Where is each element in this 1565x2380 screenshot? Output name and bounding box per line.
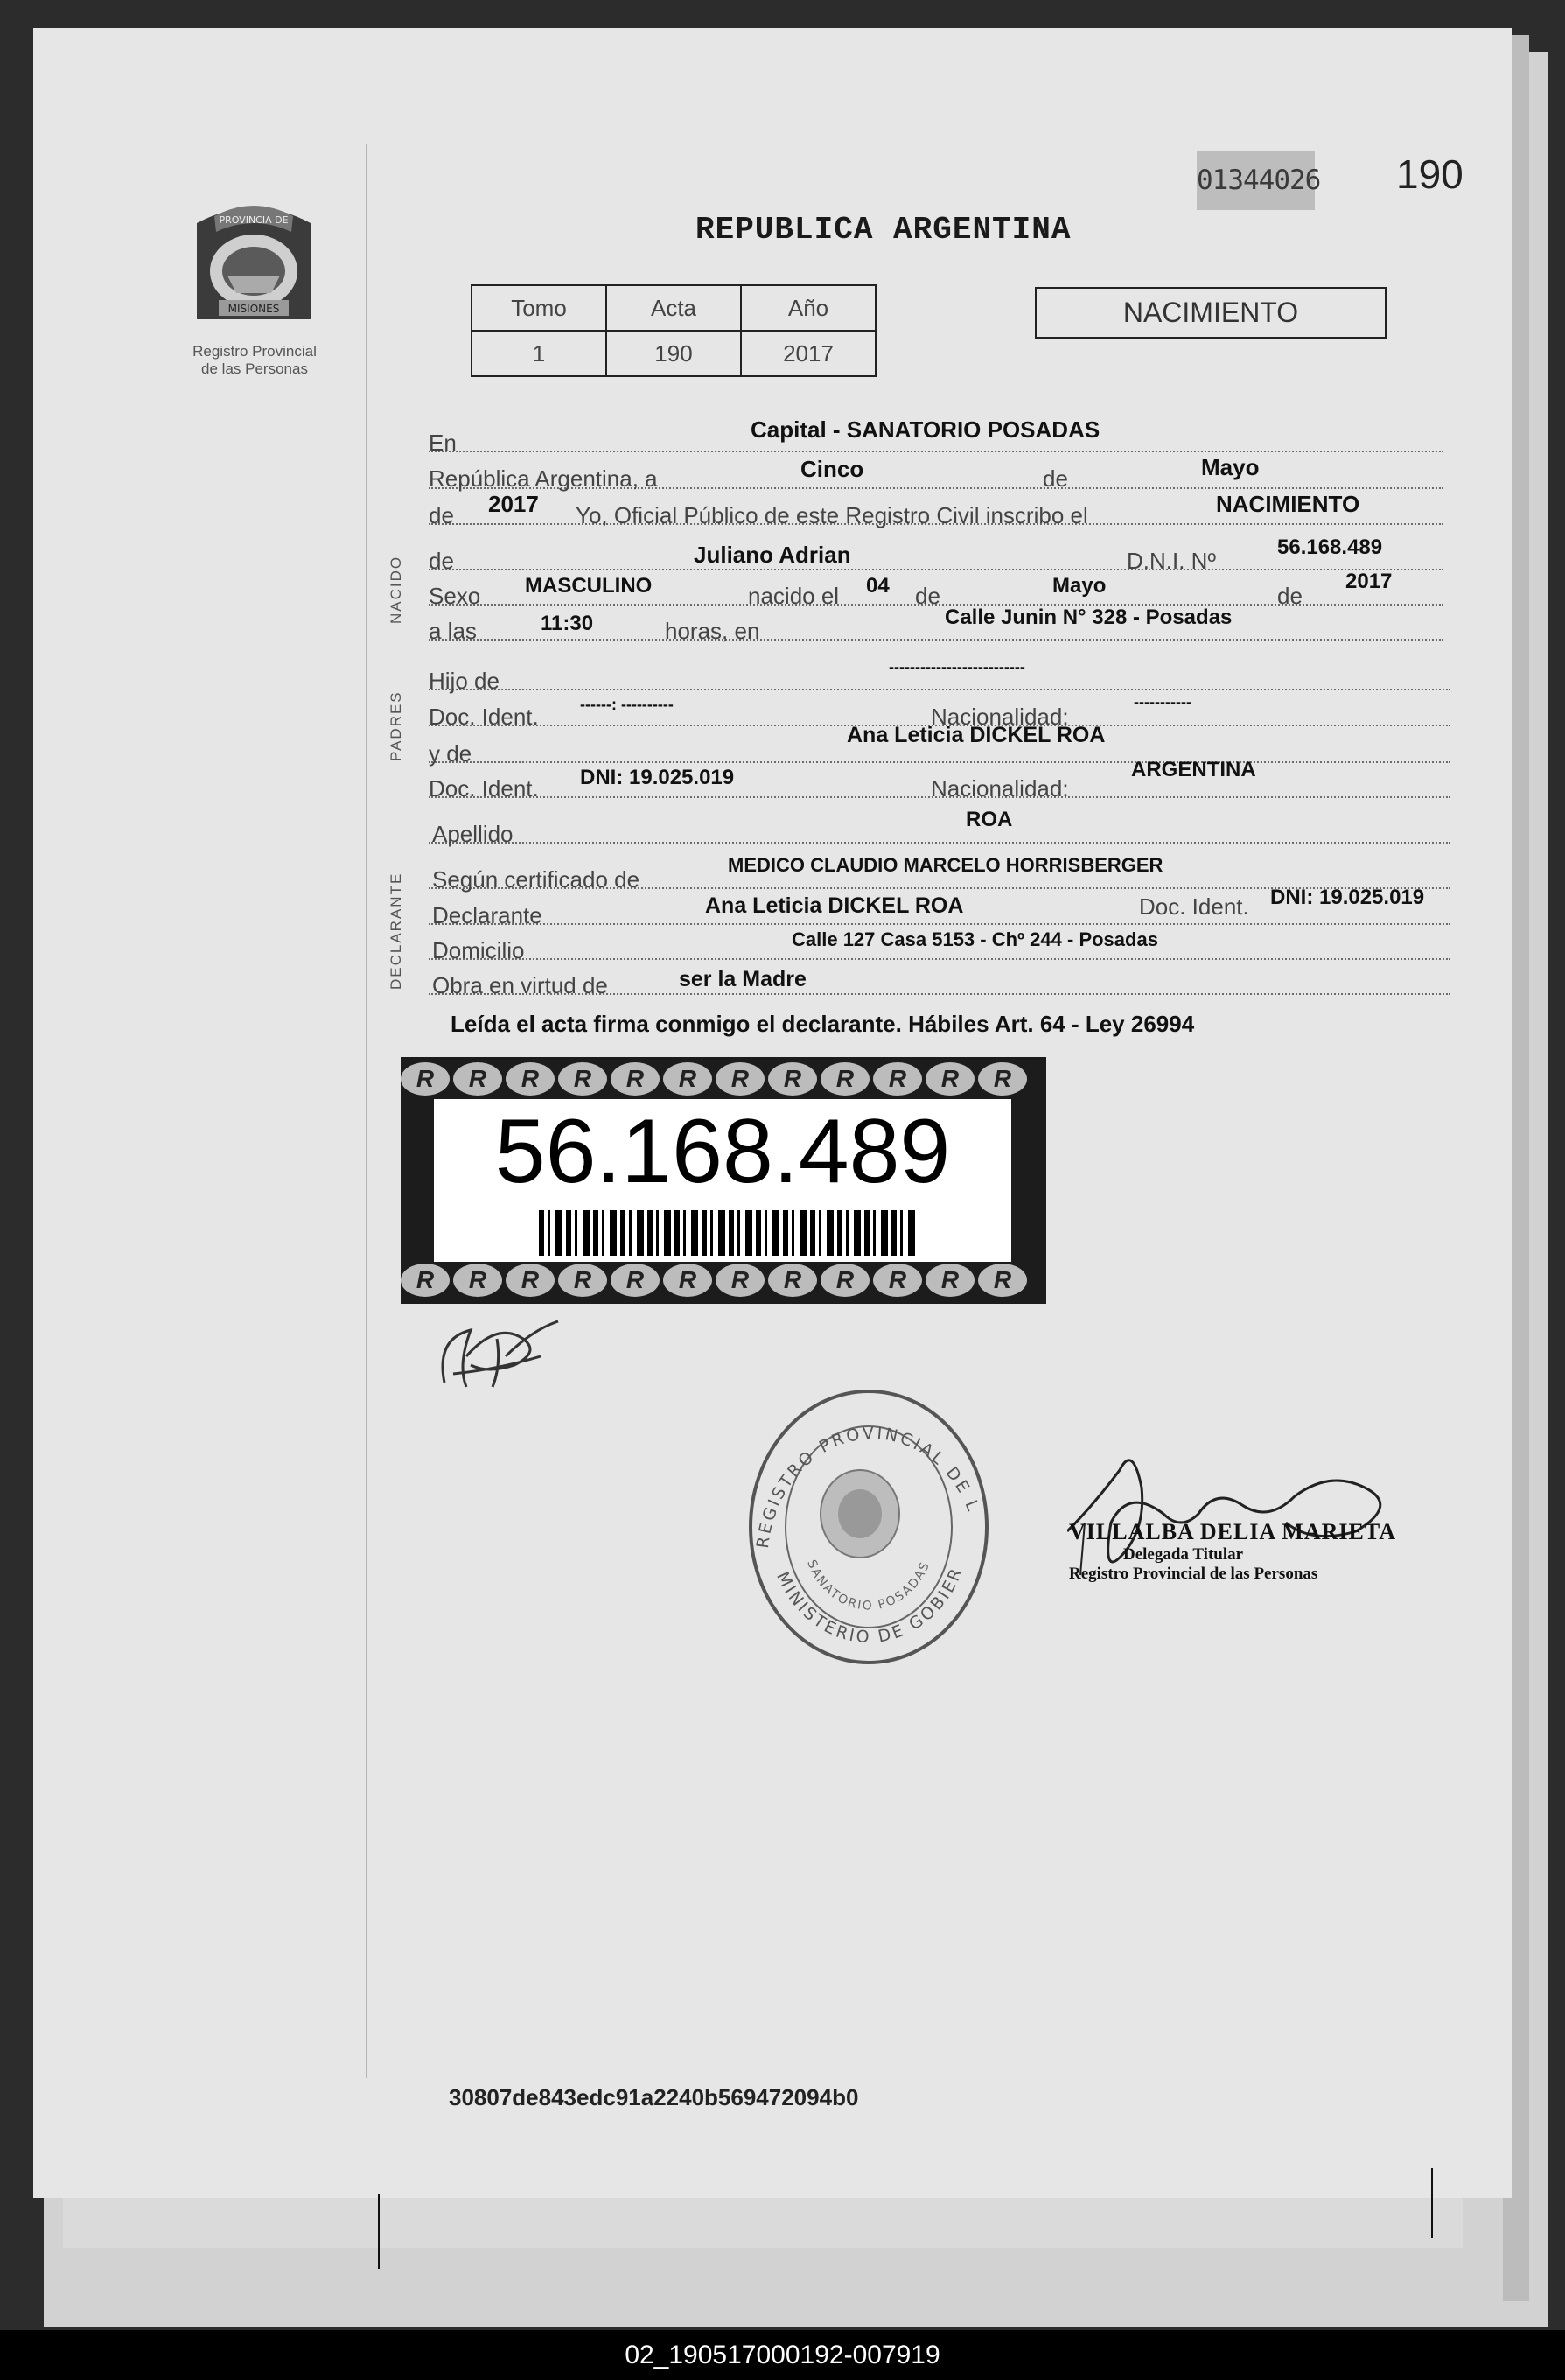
pattern-r: R [401, 1062, 450, 1096]
pattern-r: R [611, 1062, 660, 1096]
pattern-r: R [873, 1264, 922, 1297]
label-pattern [401, 1264, 1046, 1298]
value-certificate: MEDICO CLAUDIO MARCELO HORRISBERGER [728, 854, 1163, 876]
label-horas: horas, en [665, 618, 760, 644]
pattern-r: R [821, 1062, 870, 1096]
logo-caption-line: de las Personas [201, 360, 308, 377]
pattern-r: R [611, 1264, 660, 1297]
province-logo [179, 197, 328, 346]
pattern-r: R [978, 1264, 1027, 1297]
label-republica: República Argentina, a [429, 466, 658, 492]
form-row [429, 958, 1450, 960]
seal-text-top: REGISTRO PROVINCIAL DE L [752, 1424, 984, 1550]
label-apellido: Apellido [432, 821, 514, 847]
form-row [429, 761, 1450, 763]
binding-line [1431, 2168, 1433, 2238]
pattern-r: R [821, 1264, 870, 1297]
label-de-year: de [429, 502, 454, 528]
pattern-r: R [716, 1062, 765, 1096]
logo-text-top: PROVINCIA DE [219, 214, 289, 226]
official-seal [742, 1382, 996, 1676]
label-pattern [401, 1062, 1046, 1097]
pattern-r: R [401, 1264, 450, 1297]
value-birth-day: 04 [866, 574, 890, 598]
label-declarante: Declarante [432, 902, 542, 928]
form-row [429, 689, 1450, 690]
document-hash: 30807de843edc91a2240b569472094b0 [449, 2084, 859, 2110]
value-month: Mayo [1201, 454, 1260, 480]
official-org: Registro Provincial de las Personas [1069, 1564, 1318, 1583]
label-nacionalidad-2: Nacionalidad: [931, 775, 1069, 802]
value-surname: ROA [966, 808, 1013, 831]
value-declarant-doc: DNI: 19.025.019 [1270, 886, 1425, 909]
paper-fold [63, 2194, 1463, 2248]
label-en: En [429, 430, 457, 456]
value-mother-doc: DNI: 19.025.019 [580, 766, 735, 789]
value-declarant: Ana Leticia DICKEL ROA [705, 893, 964, 918]
label-segun: Según certificado de [432, 866, 640, 892]
svg-text:SANATORIO POSADAS [804, 1558, 933, 1613]
official-role: Delegada Titular [1123, 1545, 1244, 1564]
pattern-r: R [978, 1062, 1027, 1096]
value-mother: Ana Leticia DICKEL ROA [847, 723, 1106, 747]
label-de-name: de [429, 548, 454, 574]
record-type-box: NACIMIENTO [1035, 287, 1387, 339]
value-address: Calle 127 Casa 5153 - Chº 244 - Posadas [792, 928, 1158, 950]
logo-caption [171, 343, 339, 378]
value-capacity: ser la Madre [679, 967, 807, 991]
value-name: Juliano Adrian [694, 542, 851, 568]
label-yo: Yo, Oficial Público de este Registro Civil inscribo el [576, 502, 1088, 528]
page-title: REPUBLICA ARGENTINA [695, 212, 1072, 248]
value-sex: MASCULINO [525, 574, 653, 598]
label-nacido: nacido el [748, 583, 840, 609]
logo-text-bottom: MISIONES [227, 303, 280, 315]
value-father-doc: ------: ---------- [580, 696, 674, 713]
pattern-r: R [716, 1264, 765, 1297]
table-cell: 2017 [741, 331, 876, 376]
pattern-r: R [453, 1062, 502, 1096]
label-doc-ident-3: Doc. Ident. [1139, 893, 1249, 920]
label-obra: Obra en virtud de [432, 972, 608, 998]
pattern-r: R [768, 1264, 817, 1297]
pattern-r: R [558, 1264, 607, 1297]
pattern-r: R [873, 1062, 922, 1096]
value-father-nat: ----------- [1134, 693, 1191, 710]
form-row [429, 569, 1443, 570]
barcode [539, 1210, 915, 1256]
official-stamp [1069, 1519, 1396, 1584]
form-row [429, 639, 1443, 640]
pattern-r: R [768, 1062, 817, 1096]
closing-statement: Leída el acta firma conmigo el declarante. Hábiles Art. 64 - Ley 26994 [451, 1011, 1195, 1037]
form-row [429, 923, 1450, 925]
value-year: 2017 [488, 491, 539, 517]
side-label-padres: PADRES [388, 690, 404, 761]
label-de-mes: de [1043, 466, 1068, 492]
label-sexo: Sexo [429, 583, 481, 609]
value-birth-month: Mayo [1052, 574, 1107, 598]
binding-line [378, 2194, 380, 2269]
table-header-cell: Tomo [472, 285, 606, 331]
serial-number: 01344026 [1197, 150, 1315, 210]
side-label-nacido: NACIDO [388, 555, 404, 624]
official-name: VILLALBA DELIA MARIETA [1069, 1519, 1397, 1544]
label-hijo-de: Hijo de [429, 668, 500, 694]
table-cell: 190 [606, 331, 741, 376]
pattern-r: R [926, 1062, 975, 1096]
dni-label-panel [434, 1099, 1011, 1262]
value-birth-place: Calle Junin N° 328 - Posadas [945, 606, 1233, 629]
value-day-word: Cinco [800, 456, 864, 482]
record-table [471, 284, 877, 377]
value-time: 11:30 [541, 612, 594, 635]
declarant-signature [418, 1304, 567, 1404]
label-de-month2: de [915, 583, 940, 609]
label-nacionalidad-1: Nacionalidad: [931, 704, 1069, 730]
folio-number: 190 [1396, 151, 1464, 197]
value-mother-nat: ARGENTINA [1131, 758, 1256, 781]
side-label-declarante: DECLARANTE [388, 872, 404, 990]
value-act: NACIMIENTO [1216, 491, 1360, 517]
table-header-cell: Año [741, 285, 876, 331]
logo-caption-line: Registro Provincial [192, 343, 317, 360]
value-father: -------------------------- [889, 658, 1025, 676]
dni-label-number: 56.168.489 [494, 1101, 951, 1202]
table-header-row [472, 285, 876, 331]
form-row [429, 842, 1450, 844]
pattern-r: R [663, 1062, 712, 1096]
label-doc-ident-1: Doc. Ident. [429, 704, 539, 730]
pattern-r: R [558, 1062, 607, 1096]
pattern-r: R [506, 1264, 555, 1297]
label-domicilio: Domicilio [432, 937, 525, 963]
label-a-las: a las [429, 618, 477, 644]
form-row [429, 451, 1443, 452]
label-de-year2: de [1277, 583, 1303, 609]
label-dni: D.N.I. Nº [1127, 548, 1216, 574]
table-row [472, 331, 876, 376]
margin-rule [366, 144, 367, 2078]
value-birth-year: 2017 [1345, 570, 1393, 593]
pattern-r: R [506, 1062, 555, 1096]
pattern-r: R [453, 1264, 502, 1297]
label-doc-ident-2: Doc. Ident. [429, 775, 539, 802]
table-header-cell: Acta [606, 285, 741, 331]
seal-text-inner: SANATORIO POSADAS [804, 1558, 933, 1614]
value-dni: 56.168.489 [1277, 536, 1383, 559]
pattern-r: R [926, 1264, 975, 1297]
table-cell: 1 [472, 331, 606, 376]
value-place: Capital - SANATORIO POSADAS [751, 416, 1100, 443]
label-y-de: y de [429, 740, 472, 766]
pattern-r: R [663, 1264, 712, 1297]
scan-code: 02_190517000192-007919 [0, 2330, 1565, 2380]
seal-text-bottom: MINISTERIO DE GOBIER [772, 1563, 968, 1648]
dni-label [401, 1057, 1046, 1304]
